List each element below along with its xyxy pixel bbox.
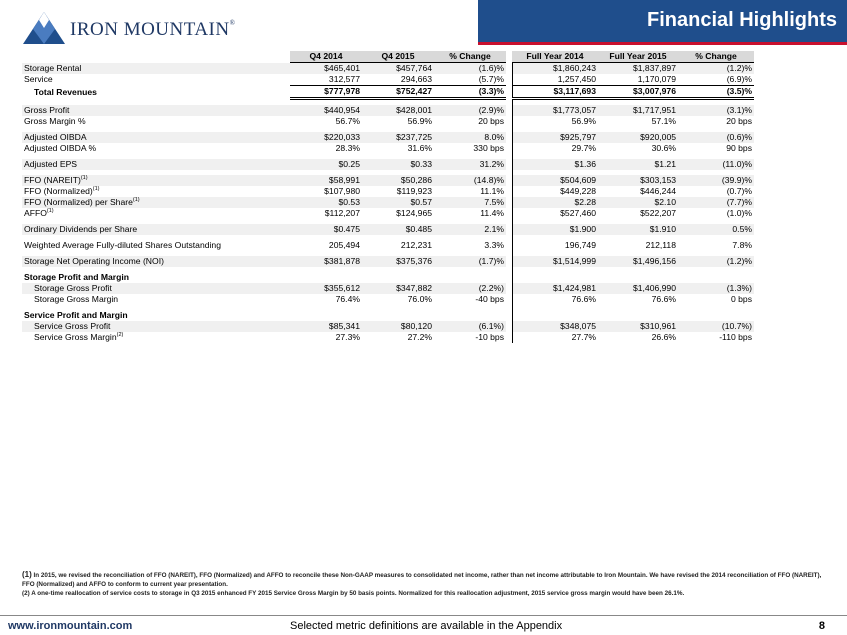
table-cell: (1.7)% bbox=[434, 256, 506, 267]
table-row bbox=[22, 272, 826, 283]
row-label: Storage Profit and Margin bbox=[24, 272, 130, 282]
table-cell: 7.8% bbox=[732, 240, 752, 250]
row-label: FFO (Normalized) per Share$^{(1)}$ bbox=[22, 197, 290, 208]
column-header: Full Year 2015 bbox=[598, 51, 678, 63]
table-cell: $107,980 bbox=[324, 186, 360, 196]
table-cell: (14.8)% bbox=[434, 175, 506, 186]
table-cell bbox=[362, 272, 434, 283]
table-cell: (7.7)% bbox=[678, 197, 754, 208]
table-cell: 27.7% bbox=[512, 332, 598, 343]
column-header: Q4 2015 bbox=[362, 51, 434, 63]
table-row bbox=[22, 256, 826, 267]
page-title: Financial Highlights bbox=[646, 9, 837, 31]
row-label: Storage Rental bbox=[22, 63, 290, 75]
table-cell: -10 bps bbox=[475, 332, 504, 342]
table-cell: $527,460 bbox=[512, 208, 598, 219]
table-cell: $446,244 bbox=[640, 186, 676, 196]
table-cell: 212,118 bbox=[645, 240, 676, 250]
table-cell: 1,170,079 bbox=[598, 74, 678, 86]
table-cell: $1,424,981 bbox=[512, 283, 598, 294]
column-header: Q4 2014 bbox=[290, 51, 362, 63]
table-cell: $348,075 bbox=[512, 321, 598, 332]
table-cell: $237,725 bbox=[362, 132, 434, 143]
table-cell: 212,231 bbox=[400, 240, 432, 250]
table-cell: 76.6% bbox=[512, 294, 598, 305]
financial-highlights-table bbox=[22, 51, 826, 343]
row-label: FFO (Normalized)$^{(1)}$ bbox=[24, 186, 100, 196]
company-logo bbox=[22, 10, 236, 46]
table-cell: $50,286 bbox=[362, 175, 434, 186]
row-label: Gross Profit bbox=[22, 105, 290, 116]
table-row bbox=[22, 332, 826, 343]
table-cell: (3.5)% bbox=[678, 86, 754, 99]
row-label: Gross Margin % bbox=[24, 116, 86, 126]
table-cell: (39.9)% bbox=[678, 175, 754, 186]
table-cell: 31.6% bbox=[407, 143, 432, 153]
table-cell bbox=[598, 310, 678, 321]
table-cell: $3,007,976 bbox=[598, 86, 678, 99]
table-cell: 28.3% bbox=[335, 143, 360, 153]
table-cell: $1,837,897 bbox=[598, 63, 678, 75]
mountain-logo-icon bbox=[22, 10, 66, 46]
table-row bbox=[22, 74, 826, 86]
table-cell: 26.6% bbox=[651, 332, 676, 342]
table-cell: (6.9)% bbox=[678, 74, 754, 86]
table-row bbox=[22, 159, 826, 170]
table-cell: $449,228 bbox=[512, 186, 598, 197]
footnotes bbox=[22, 571, 822, 598]
row-label: Total Revenues bbox=[34, 86, 97, 97]
row-label: Adjusted OIBDA bbox=[22, 132, 290, 143]
logo-wordmark: IRON MOUNTAIN® bbox=[70, 19, 236, 40]
table-cell: $457,764 bbox=[362, 63, 434, 75]
table-cell: $465,401 bbox=[290, 63, 362, 75]
table-row bbox=[22, 321, 826, 332]
table-row bbox=[22, 224, 826, 235]
table-cell: 11.1% bbox=[480, 186, 504, 196]
table-cell: 196,749 bbox=[512, 240, 598, 251]
column-header: Full Year 2014 bbox=[512, 51, 598, 63]
table-row bbox=[22, 283, 826, 294]
table-cell: $2.28 bbox=[512, 197, 598, 208]
footnote-marker: (1) bbox=[92, 186, 100, 192]
table-cell: $347,882 bbox=[362, 283, 434, 294]
table-cell: 76.0% bbox=[407, 294, 432, 304]
table-cell: 205,494 bbox=[328, 240, 360, 250]
table-header-row bbox=[22, 51, 826, 63]
table-cell: $3,117,693 bbox=[512, 86, 598, 99]
table-cell: (1.6)% bbox=[434, 63, 506, 75]
table-cell: $1,514,999 bbox=[512, 256, 598, 267]
table-cell: 57.1% bbox=[651, 116, 676, 126]
row-label: Service Gross Profit bbox=[22, 321, 290, 332]
table-cell: (3.3)% bbox=[434, 86, 506, 99]
table-row bbox=[22, 116, 826, 127]
table-cell: $0.57 bbox=[362, 197, 434, 208]
table-cell: 8.0% bbox=[434, 132, 506, 143]
table-cell bbox=[678, 310, 754, 321]
table-cell bbox=[598, 272, 678, 283]
table-cell: 76.4% bbox=[335, 294, 360, 304]
table-row bbox=[22, 310, 826, 321]
table-cell: $124,965 bbox=[396, 208, 432, 218]
row-label: Storage Gross Profit bbox=[22, 283, 290, 294]
table-cell: (2.2%) bbox=[434, 283, 506, 294]
table-cell: (0.7)% bbox=[726, 186, 752, 196]
table-cell: $925,797 bbox=[512, 132, 598, 143]
row-label: Adjusted OIBDA % bbox=[24, 143, 97, 153]
table-row bbox=[22, 105, 826, 116]
column-header: % Change bbox=[678, 51, 754, 63]
table-cell: $0.53 bbox=[290, 197, 362, 208]
table-cell: (6.1%) bbox=[434, 321, 506, 332]
table-row bbox=[22, 294, 826, 305]
table-cell: 27.2% bbox=[407, 332, 432, 342]
table-cell: $440,954 bbox=[290, 105, 362, 116]
table-cell: 76.6% bbox=[651, 294, 676, 304]
table-row bbox=[22, 143, 826, 154]
table-cell: $303,153 bbox=[598, 175, 678, 186]
row-label: Service Profit and Margin bbox=[24, 310, 128, 320]
title-underline bbox=[478, 42, 847, 45]
table-cell: 20 bps bbox=[478, 116, 504, 126]
table-cell: $1,406,990 bbox=[598, 283, 678, 294]
table-cell: 27.3% bbox=[335, 332, 360, 342]
table-cell: $119,923 bbox=[396, 186, 432, 196]
footer-website-link[interactable]: www.ironmountain.com bbox=[8, 620, 133, 632]
row-label: Service bbox=[24, 74, 53, 85]
table-cell: $112,207 bbox=[324, 208, 360, 218]
table-row bbox=[22, 175, 826, 186]
table-cell: $1,860,243 bbox=[512, 63, 598, 75]
table-row bbox=[22, 86, 826, 99]
table-cell: 56.9% bbox=[407, 116, 432, 126]
table-cell: -40 bps bbox=[475, 294, 504, 304]
table-cell: $0.25 bbox=[290, 159, 362, 170]
table-cell: (2.9)% bbox=[434, 105, 506, 116]
table-cell: 294,663 bbox=[362, 74, 434, 86]
table-cell: 30.6% bbox=[651, 143, 676, 153]
table-cell: $2.10 bbox=[598, 197, 678, 208]
table-cell: $1,496,156 bbox=[598, 256, 678, 267]
table-cell bbox=[290, 272, 362, 283]
table-cell bbox=[512, 272, 598, 283]
table-cell: $85,341 bbox=[290, 321, 362, 332]
table-cell: $1,717,951 bbox=[598, 105, 678, 116]
table-cell: 90 bps bbox=[726, 143, 752, 153]
table-cell: $310,961 bbox=[598, 321, 678, 332]
table-cell: 7.5% bbox=[434, 197, 506, 208]
table-cell: $920,005 bbox=[598, 132, 678, 143]
table-cell: 0.5% bbox=[678, 224, 754, 235]
footnote-marker: (1) bbox=[80, 175, 88, 181]
table-cell: $0.33 bbox=[362, 159, 434, 170]
table-cell: $80,120 bbox=[362, 321, 434, 332]
table-cell: $504,609 bbox=[512, 175, 598, 186]
table-cell: $1.900 bbox=[512, 224, 598, 235]
row-label: FFO (NAREIT)$^{(1)}$ bbox=[22, 175, 290, 186]
table-cell bbox=[434, 272, 506, 283]
table-cell: (11.0)% bbox=[678, 159, 754, 170]
row-label: Ordinary Dividends per Share bbox=[22, 224, 290, 235]
table-body bbox=[22, 63, 826, 344]
table-cell: $428,001 bbox=[362, 105, 434, 116]
table-cell: (1.0)% bbox=[726, 208, 752, 218]
table-cell: (0.6)% bbox=[678, 132, 754, 143]
row-label: Storage Gross Margin bbox=[34, 294, 119, 304]
table-row bbox=[22, 132, 826, 143]
row-label: Adjusted EPS bbox=[22, 159, 290, 170]
table-cell: $752,427 bbox=[362, 86, 434, 99]
table-cell bbox=[434, 310, 506, 321]
table-cell: 56.9% bbox=[512, 116, 598, 127]
table-cell: $220,033 bbox=[290, 132, 362, 143]
table-row bbox=[22, 63, 826, 75]
table-cell: 330 bps bbox=[473, 143, 504, 153]
table-cell: 2.1% bbox=[434, 224, 506, 235]
page-number: 8 bbox=[818, 620, 825, 632]
table-cell: (1.2)% bbox=[678, 256, 754, 267]
table-cell: 56.7% bbox=[335, 116, 360, 126]
table-cell: $1.36 bbox=[512, 159, 598, 170]
table-cell: $777,978 bbox=[290, 86, 362, 99]
footnote-marker: (1) bbox=[132, 197, 140, 203]
table-cell: (1.3%) bbox=[678, 283, 754, 294]
table-cell: 1,257,450 bbox=[512, 74, 598, 86]
table-cell: -110 bps bbox=[719, 332, 752, 342]
table-row bbox=[22, 240, 826, 251]
footnote-1: (1) In 2015, we revised the reconciliation of FFO (NAREIT), FFO (Normalized) and AFFO to reconcile these Non-GAAP measures to consolidated net income, rather than net income attributable to Iron Mountain. We have revised the 2014 reconciliation of FFO (NAREIT), FFO (Normalized) and AFFO to conform to current year presentation. bbox=[22, 570, 822, 588]
table-cell: $0.485 bbox=[362, 224, 434, 235]
table-cell: $355,612 bbox=[290, 283, 362, 294]
table-cell: 11.4% bbox=[480, 208, 504, 218]
title-bar bbox=[478, 0, 847, 42]
table-cell: $1.21 bbox=[598, 159, 678, 170]
table-cell: $381,878 bbox=[290, 256, 362, 267]
table-cell: 312,577 bbox=[290, 74, 362, 86]
table-cell: $1.910 bbox=[598, 224, 678, 235]
table-cell: $1,773,057 bbox=[512, 105, 598, 116]
table-cell bbox=[678, 272, 754, 283]
row-label: Storage Net Operating Income (NOI) bbox=[22, 256, 290, 267]
table-cell: $522,207 bbox=[640, 208, 676, 218]
table-cell: (1.2)% bbox=[678, 63, 754, 75]
footer-note: Selected metric definitions are available in the Appendix bbox=[290, 620, 563, 632]
table-cell: $58,991 bbox=[290, 175, 362, 186]
table-cell: 20 bps bbox=[726, 116, 752, 126]
table-cell: $0.475 bbox=[290, 224, 362, 235]
table-cell: (3.1)% bbox=[678, 105, 754, 116]
footnote-marker: (1) bbox=[46, 208, 54, 214]
column-header: % Change bbox=[434, 51, 506, 63]
table-cell: 0 bps bbox=[730, 294, 752, 304]
table-cell bbox=[362, 310, 434, 321]
footnote-2: (2) A one-time reallocation of service costs to storage in Q3 2015 enhanced FY 2015 Service Gross Margin by 50 basis points. Normalized for this reallocation adjustment, 2015 service gross margin would have been 26.1%. bbox=[22, 589, 685, 597]
footer-divider bbox=[0, 615, 847, 616]
table-row bbox=[22, 197, 826, 208]
table-cell bbox=[290, 310, 362, 321]
row-label: AFFO$^{(1)}$ bbox=[24, 208, 54, 218]
row-label: Weighted Average Fully-diluted Shares Outstanding bbox=[24, 240, 221, 250]
table-cell: (10.7%) bbox=[678, 321, 754, 332]
table-cell: 29.7% bbox=[512, 143, 598, 154]
table-cell: (5.7)% bbox=[434, 74, 506, 86]
row-label: Service Gross Margin$^{(2)}$ bbox=[34, 332, 124, 342]
table-row bbox=[22, 208, 826, 219]
table-cell bbox=[512, 310, 598, 321]
footnote-marker: (2) bbox=[116, 332, 124, 338]
table-cell: 3.3% bbox=[484, 240, 504, 250]
table-cell: $375,376 bbox=[362, 256, 434, 267]
table-row bbox=[22, 186, 826, 197]
table-cell: 31.2% bbox=[434, 159, 506, 170]
